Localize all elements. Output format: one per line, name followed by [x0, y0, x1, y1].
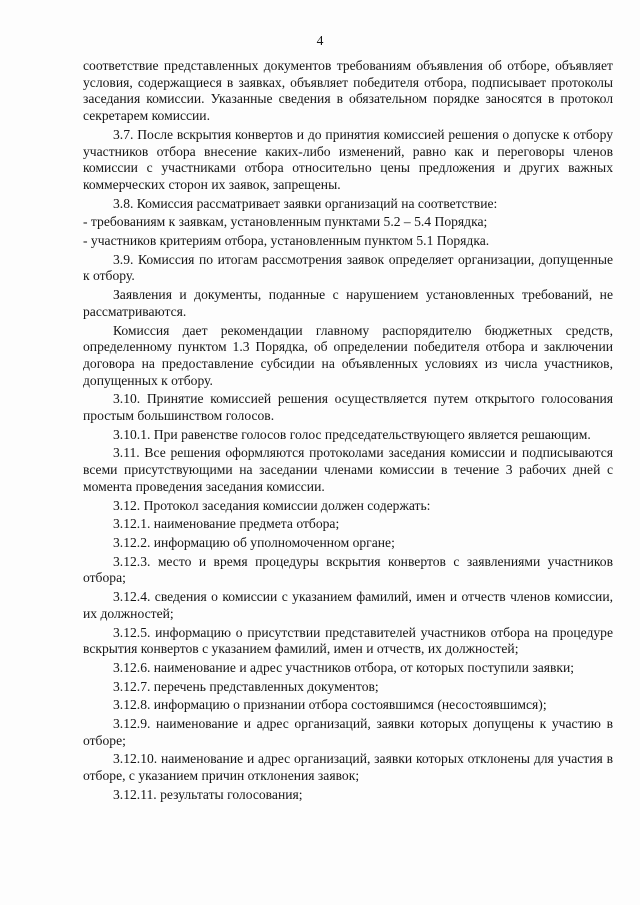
paragraph: 3.12.9. наименование и адрес организаций, заявки которых допущены к участию в отборе;	[83, 716, 613, 748]
paragraph: 3.12.1. наименование предмета отбора;	[113, 516, 340, 532]
paragraph: 3.8. Комиссия рассматривает заявки организаций на соответствие:	[113, 195, 498, 211]
paragraph: 3.12.2. информацию об уполномоченном органе;	[113, 534, 395, 550]
paragraph: 3.10. Принятие комиссией решения осуществляется путем открытого голосования простым большинством голосов.	[83, 391, 613, 424]
paragraph: Заявления и документы, поданные с нарушением установленных требований, не рассматриваются.	[83, 287, 613, 319]
paragraph: 3.9. Комиссия по итогам рассмотрения заявок определяет организации, допущенные к отбору.	[83, 251, 613, 284]
paragraph: 3.11. Все решения оформляются протоколами заседания комиссии и подписываются всеми присутствующими на заседании членами комиссии в течение 3 рабочих дней с момента проведения заседания комиссии.	[83, 445, 613, 494]
paragraph: 3.12.5. информацию о присутствии представителей участников отбора на процедуре вскрытия конвертов с указанием фамилий, имен и отчеств, их должностей;	[83, 624, 613, 657]
paragraph: Комиссия дает рекомендации главному распорядителю бюджетных средств, определенному пунктом 1.3 Порядка, об определении победителя отбора и заключении договора на предоставление субсидии на объявленных условиях из числа участников, допущенных к отбору.	[83, 322, 613, 388]
paragraph: 3.12.3. место и время процедуры вскрытия конвертов с заявлениями участников отбора;	[83, 553, 613, 586]
paragraph: 3.12.10. наименование и адрес организаций, заявки которых отклонены для участия в отборе, с указанием причин отклонения заявок;	[83, 751, 613, 784]
paragraph: - требованиям к заявкам, установленным пунктами 5.2 – 5.4 Порядка;	[83, 214, 488, 230]
paragraph: 3.12.11. результаты голосования;	[113, 786, 303, 802]
paragraph: соответствие представленных документов требованиям объявления об отборе, объявляет условия, содержащиеся в заявках, объявляет победителя отбора, подписывает протоколы заседания комиссии. Указанные сведения в обязательном порядке заносятся в протокол секретарем комиссии.	[83, 58, 613, 124]
paragraph: 3.10.1. При равенстве голосов голос председательствующего является решающим.	[113, 426, 591, 442]
paragraph: 3.12.7. перечень представленных документов;	[113, 678, 379, 694]
paragraph: 3.12.6. наименование и адрес участников отбора, от которых поступили заявки;	[113, 659, 575, 675]
paragraph: 3.12.8. информацию о признании отбора состоявшимся (несостоявшимся);	[113, 697, 547, 713]
paragraph: 3.12. Протокол заседания комиссии должен содержать:	[113, 497, 431, 513]
paragraph: 3.7. После вскрытия конвертов и до принятия комиссией решения о допуске к отбору участников отбора внесение каких-либо изменений, равно как и переговоры членов комиссии с участниками отбора относительно цены предложения и других важных коммерческих сторон их заявок, запрещены.	[83, 126, 613, 192]
document-body	[83, 58, 613, 806]
paragraph: - участников критериям отбора, установленным пунктом 5.1 Порядка.	[83, 233, 490, 249]
paragraph: 3.12.4. сведения о комиссии с указанием фамилий, имен и отчеств членов комиссии, их должностей;	[83, 589, 613, 621]
page-number: 4	[316, 33, 324, 48]
